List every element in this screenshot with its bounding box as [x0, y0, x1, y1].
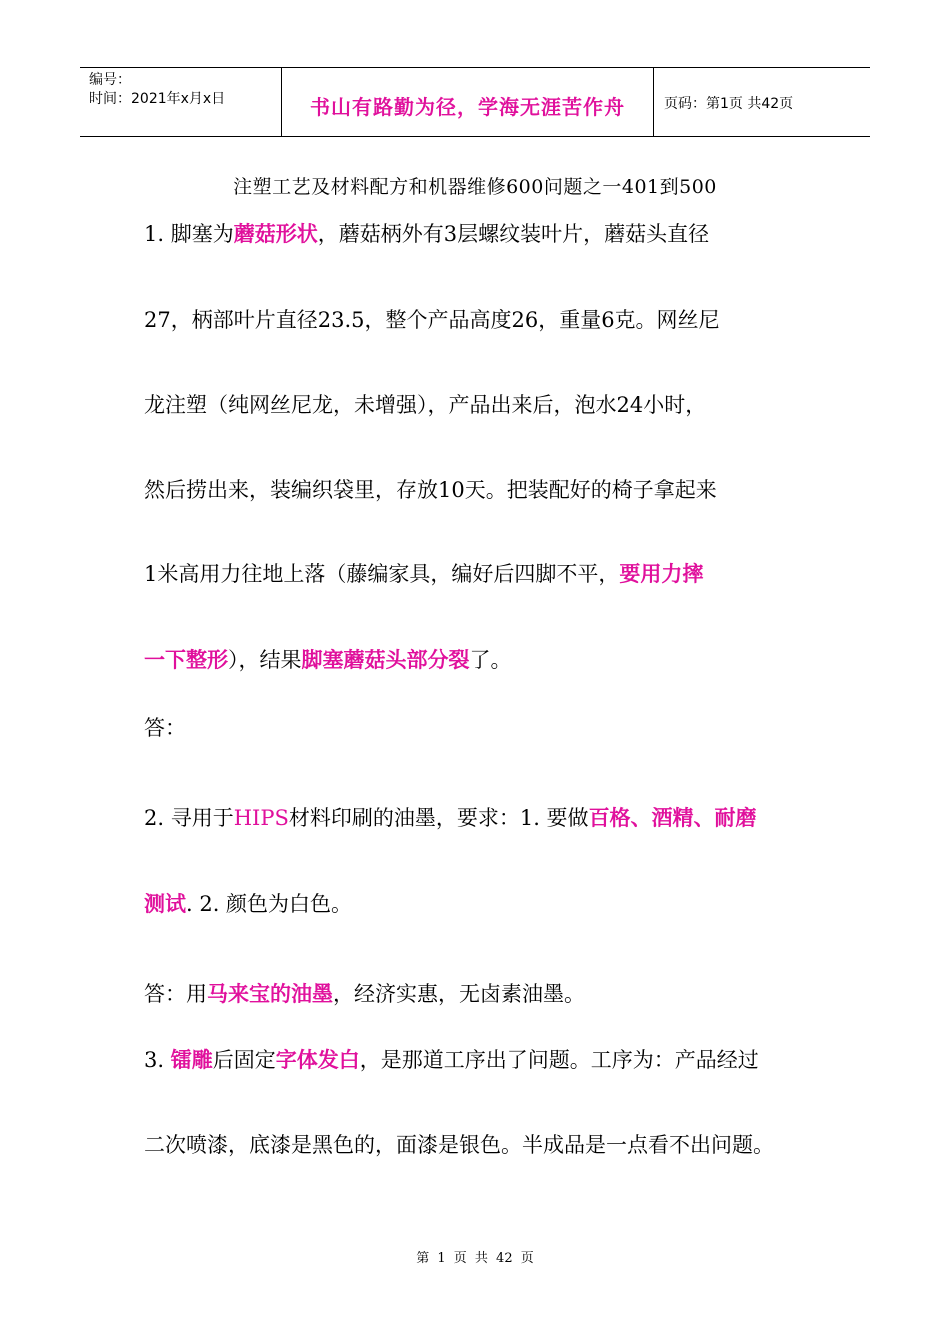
text-segment: 2. 寻用于 — [144, 806, 234, 830]
text-segment: . 2. 颜色为白色。 — [186, 892, 353, 916]
document-title: 注塑工艺及材料配方和机器维修600问题之一401到500 — [233, 176, 717, 198]
text-segment: 材料印刷的油墨，要求：1. 要做 — [288, 806, 589, 830]
text-segment: ，是那道工序出了问题。工序为：产品经过 — [359, 1048, 759, 1072]
text-segment: ，蘑菇柄外有3层螺纹装叶片，蘑菇头直径 — [317, 222, 710, 246]
question-2-line-2 — [144, 888, 824, 918]
text-segment: 答：用 — [144, 982, 207, 1006]
question-1-line-2 — [144, 304, 824, 334]
question-3-line-1 — [144, 1044, 824, 1074]
text-segment: 然后捞出来，装编织袋里，存放10天。把装配好的椅子拿起来 — [144, 478, 717, 502]
question-2-line-1 — [144, 802, 824, 832]
highlight-text: 要用力摔 — [619, 561, 704, 586]
page-footer: 第 1 页 共 42 页 — [416, 1251, 534, 1266]
question-1-line-5 — [144, 558, 824, 588]
header-meta — [80, 68, 282, 136]
highlight-text: 脚塞蘑菇头部分裂 — [301, 647, 470, 672]
question-1-line-3 — [144, 389, 824, 419]
highlight-text: HIPS — [233, 806, 289, 830]
text-segment: 龙注塑（纯网丝尼龙，未增强），产品出来后，泡水24小时， — [144, 393, 707, 417]
text-segment: 3. — [144, 1048, 171, 1072]
serial-label: 编号： — [89, 72, 131, 88]
text-segment: ，经济实惠，无卤素油墨。 — [333, 982, 585, 1006]
highlight-text: 一下整形 — [144, 647, 228, 672]
header-page-info: 页码：第1页 共42页 — [664, 96, 794, 112]
question-1-line-1 — [144, 218, 824, 248]
question-1-line-4 — [144, 474, 824, 504]
highlight-text: 蘑菇形状 — [233, 221, 318, 246]
answer-1 — [144, 712, 824, 742]
highlight-text: 字体发白 — [275, 1047, 360, 1072]
date-label: 时间：2021年x月x日 — [89, 91, 226, 107]
highlight-text: 百格、酒精、耐磨 — [588, 805, 757, 830]
page-header — [80, 67, 870, 137]
question-1-line-6 — [144, 644, 824, 674]
text-segment: 1. 脚塞为 — [144, 222, 234, 246]
text-segment: 1米高用力往地上落（藤编家具，编好后四脚不平， — [144, 562, 620, 586]
text-segment: ），结果 — [228, 648, 302, 672]
text-segment: 后固定 — [212, 1048, 276, 1072]
answer-2 — [144, 978, 824, 1008]
highlight-text: 测试 — [144, 891, 186, 916]
text-segment: 二次喷漆，底漆是黑色的，面漆是银色。半成品是一点看不出问题。 — [144, 1133, 774, 1157]
text-segment: 答： — [144, 716, 186, 740]
header-motto: 书山有路勤为径，学海无涯苦作舟 — [282, 68, 654, 136]
text-segment: 27，柄部叶片直径23.5，整个产品高度26，重量6克。网丝尼 — [144, 308, 720, 332]
highlight-text: 马来宝的油墨 — [207, 981, 333, 1006]
text-segment: 了。 — [469, 648, 512, 672]
question-3-line-2 — [144, 1129, 824, 1159]
highlight-text: 镭雕 — [170, 1047, 213, 1072]
